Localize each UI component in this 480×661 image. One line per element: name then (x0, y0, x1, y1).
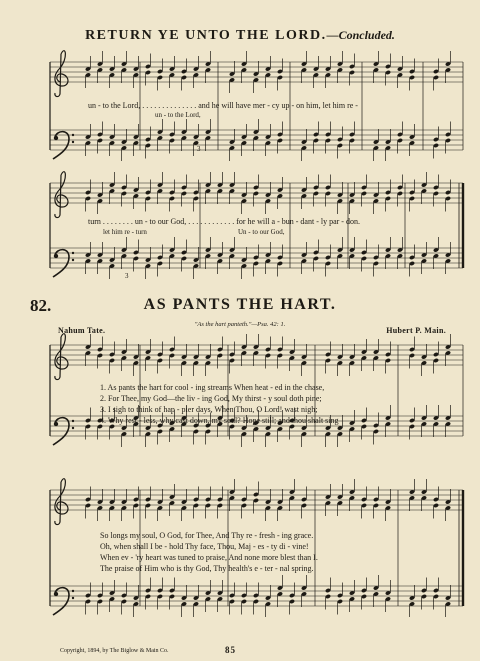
verse-line: 2. For Thee, my God—the liv - ing God, My thirst - y soul doth pine; (100, 394, 322, 403)
verse-line: 1. As pants the hart for cool - ing streams When heat - ed in the chase, (100, 383, 325, 392)
s1-system1-lower-lyrics: un - to the Lord, (155, 111, 201, 119)
verse-line: When ev - 'ry heart was tuned to praise, And none more blest than I. (100, 553, 318, 562)
verse-line: 4. Why rest - less, why cast down, my soul? Hope still; and thou shalt sing (100, 416, 339, 425)
hymn-number: 82. (30, 296, 52, 315)
s1-system2-lower-lyrics-b: Un - to our God, (238, 228, 285, 236)
verse-line: 3. I sigh to think of hap - pier days, When Thou, O Lord! wast nigh; (100, 405, 318, 414)
verse-line: Oh, when shall I be - hold Thy face, Thou, Maj - es - ty di - vine! (100, 542, 309, 551)
page-number: 85 (225, 645, 236, 655)
verse-line: So longs my soul, O God, for Thee, And Thy re - fresh - ing grace. (100, 531, 314, 540)
verse-block-2 (100, 530, 318, 574)
copyright: Copyright, 1894, by The Biglow & Main Co. (60, 648, 169, 654)
epigraph: "As the hart panteth."—Psa. 42: 1. (194, 321, 286, 328)
author: Nahum Tate. (58, 326, 106, 335)
s1-system2-lower-lyrics-a: let him re - turn (103, 228, 147, 236)
concluded-label: —Concluded. (326, 28, 395, 42)
composer: Hubert P. Main. (386, 326, 446, 335)
s1-triplet-mark-2: 3 (125, 272, 129, 280)
s1-system1-upper-lyrics: un - to the Lord, . . . . . . . . . . . . . . and he will have mer - cy up - on him, let him re - (88, 101, 358, 110)
verse-line: The praise of Him who is thy God, Thy health's e - ter - nal spring. (100, 564, 314, 573)
section1-title: RETURN YE UNTO THE LORD.—Concluded. (85, 28, 395, 43)
verse-block-1 (100, 382, 339, 426)
hymn-title: AS PANTS THE HART. (143, 296, 337, 313)
s1-system2-upper-lyrics: turn . . . . . . . . un - to our God, . . . . . . . . . . . . for he will a - bun - dant - ly par - don. (88, 217, 360, 226)
s1-triplet-mark: 3 (197, 145, 201, 153)
